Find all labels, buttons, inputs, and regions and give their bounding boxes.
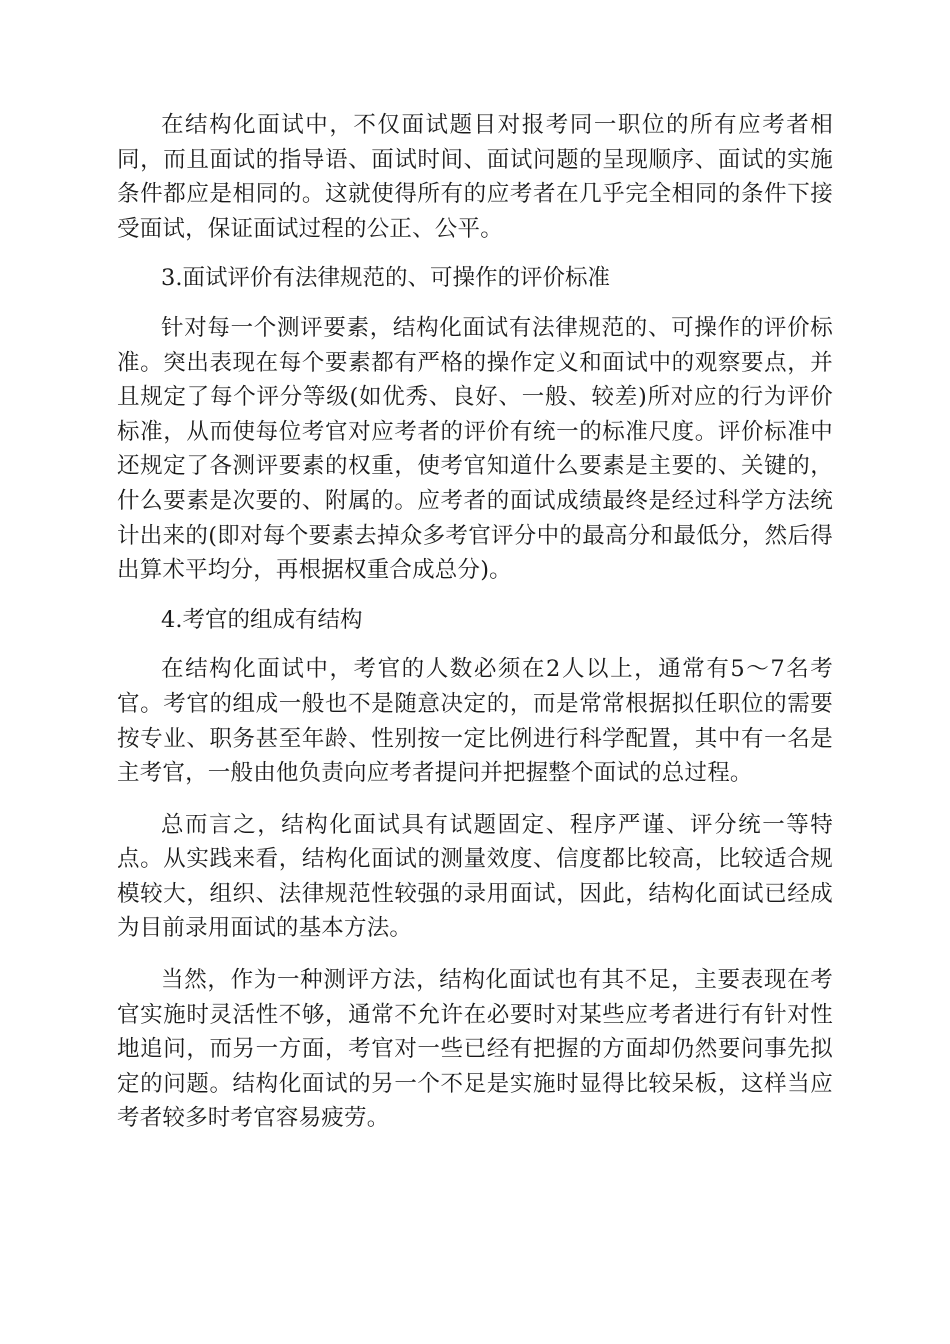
paragraph-evaluation-standards: 针对每一个测评要素，结构化面试有法律规范的、可操作的评价标准。突出表现在每个要素都有严格的操作定义和面试中的观察要点，并且规定了每个评分等级(如优秀、良好、一般、较差)所对应的行为评价标准，从而使每位考官对应考者的评价有统一的标准尺度。评价标准中还规定了各测评要素的权重，使考官知道什么要素是主要的、关键的，什么要素是次要的、附属的。应考者的面试成绩最终是经过科学方法统计出来的(即对每个要素去掉众多考官评分中的最高分和最低分，然后得出算术平均分，再根据权重合成总分)。 bbox=[117, 314, 833, 584]
section-heading-4: 4.考官的组成有结构 bbox=[161, 606, 363, 633]
paragraph-shortcomings: 当然，作为一种测评方法，结构化面试也有其不足，主要表现在考官实施时灵活性不够，通常不允许在必要时对某些应考者进行有针对性地追问，而另一方面，考官对一些已经有把握的方面却仍然要问事先拟定的问题。结构化面试的另一个不足是实施时显得比较呆板，这样当应考者较多时考官容易疲劳。 bbox=[117, 967, 833, 1132]
paragraph-examiner-composition: 在结构化面试中，考官的人数必须在2人以上，通常有5～7名考官。考官的组成一般也不是随意决定的，而是常常根据拟任职位的需要按专业、职务甚至年龄、性别按一定比例进行科学配置，其中有一名是主考官，一般由他负责向应考者提问并把握整个面试的总过程。 bbox=[117, 656, 833, 787]
document-page bbox=[117, 108, 833, 1136]
section-heading-3: 3.面试评价有法律规范的、可操作的评价标准 bbox=[161, 265, 610, 292]
paragraph-summary: 总而言之，结构化面试具有试题固定、程序严谨、评分统一等特点。从实践来看，结构化面试的测量效度、信度都比较高，比较适合规模较大，组织、法律规范性较强的录用面试，因此，结构化面试已经成为目前录用面试的基本方法。 bbox=[117, 811, 833, 942]
paragraph-structured-interview-consistency: 在结构化面试中，不仅面试题目对报考同一职位的所有应考者相同，而且面试的指导语、面试时间、面试问题的呈现顺序、面试的实施条件都应是相同的。这就使得所有的应考者在几乎完全相同的条件下接受面试，保证面试过程的公正、公平。 bbox=[117, 112, 833, 242]
